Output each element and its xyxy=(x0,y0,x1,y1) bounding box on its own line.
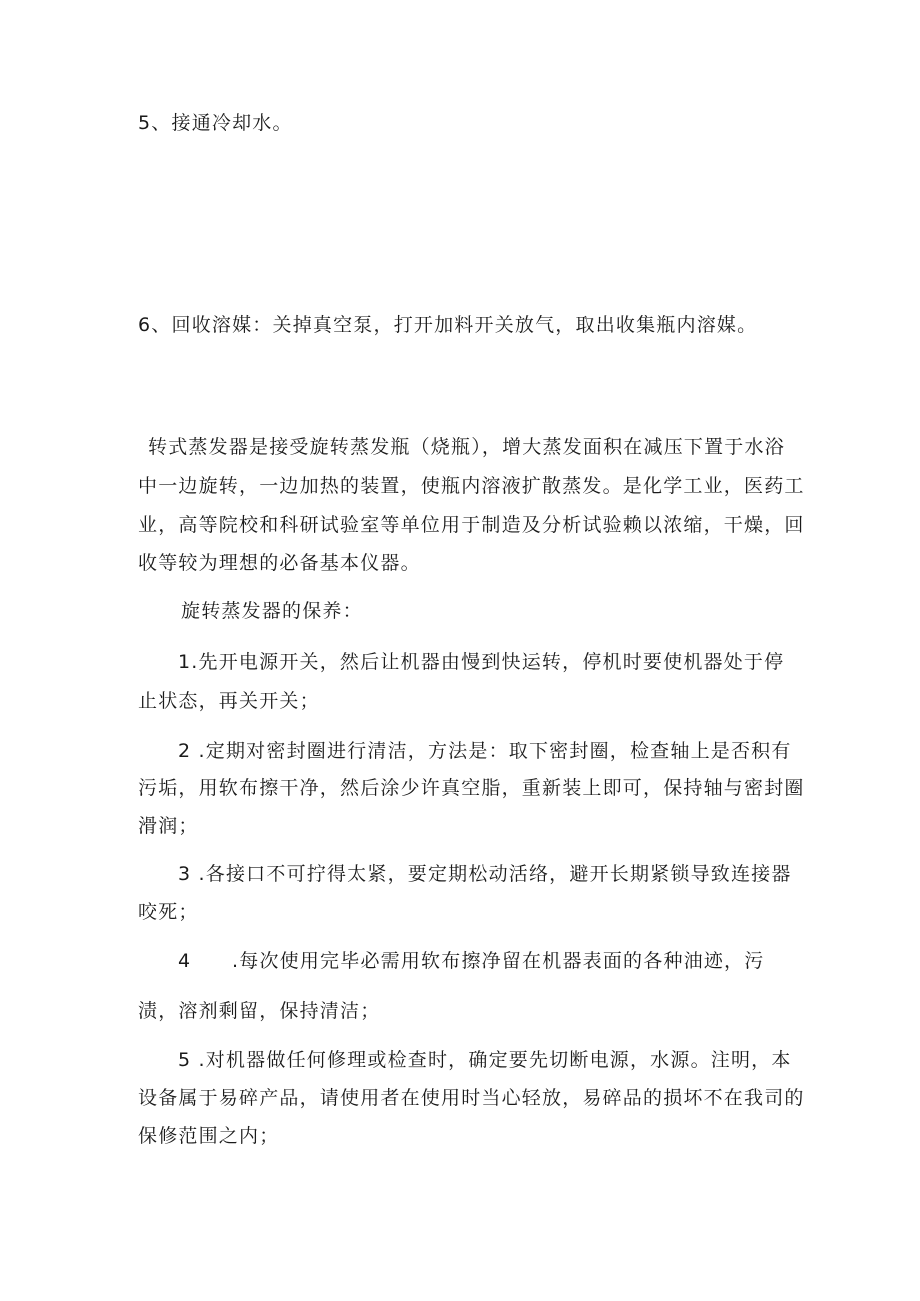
maintenance-heading: 旋转蒸发器的保养： xyxy=(181,600,363,622)
maintenance-item-1-line-2: 止状态，再关开关； xyxy=(138,690,320,712)
maintenance-item-5-line-2: 设备属于易碎产品，请使用者在使用时当心轻放，易碎品的损坏不在我司的 xyxy=(138,1087,805,1109)
maintenance-item-4-line-1: .每次使用完毕必需用软布擦净留在机器表面的各种油迹，污 xyxy=(232,950,765,972)
maintenance-item-3-line-1: 3 .各接口不可拧得太紧，要定期松动活络，避开长期紧锁导致连接器 xyxy=(178,863,792,885)
step-5-text: 5、接通冷却水。 xyxy=(138,112,293,134)
maintenance-item-1-line-1: 1.先开电源开关，然后让机器由慢到快运转，停机时要使机器处于停 xyxy=(178,651,785,673)
maintenance-item-4-line-2: 渍，溶剂剩留，保持清洁； xyxy=(138,1000,381,1022)
maintenance-item-2-line-3: 滑润； xyxy=(138,815,199,837)
step-6-text: 6、回收溶媒：关掉真空泵，打开加料开关放气，取出收集瓶内溶媒。 xyxy=(138,314,758,336)
maintenance-item-4-number: 4 xyxy=(178,950,192,972)
maintenance-item-2-line-1: 2 .定期对密封圈进行清洁，方法是：取下密封圈，检查轴上是否积有 xyxy=(178,740,792,762)
intro-line-1: 转式蒸发器是接受旋转蒸发瓶（烧瓶），增大蒸发面积在减压下置于水浴 xyxy=(148,436,785,458)
intro-line-3: 业，高等院校和科研试验室等单位用于制造及分析试验赖以浓缩，干燥，回 xyxy=(138,514,805,536)
maintenance-item-5-line-1: 5 .对机器做任何修理或检查时，确定要先切断电源，水源。注明，本 xyxy=(178,1049,792,1071)
maintenance-item-3-line-2: 咬死； xyxy=(138,901,199,923)
intro-line-4: 收等较为理想的必备基本仪器。 xyxy=(138,552,421,574)
maintenance-item-5-line-3: 保修范围之内； xyxy=(138,1125,280,1147)
intro-line-2: 中一边旋转，一边加热的装置，使瓶内溶液扩散蒸发。是化学工业，医药工 xyxy=(138,475,805,497)
maintenance-item-2-line-2: 污垢，用软布擦干净，然后涂少许真空脂，重新装上即可，保持轴与密封圈 xyxy=(138,777,805,799)
